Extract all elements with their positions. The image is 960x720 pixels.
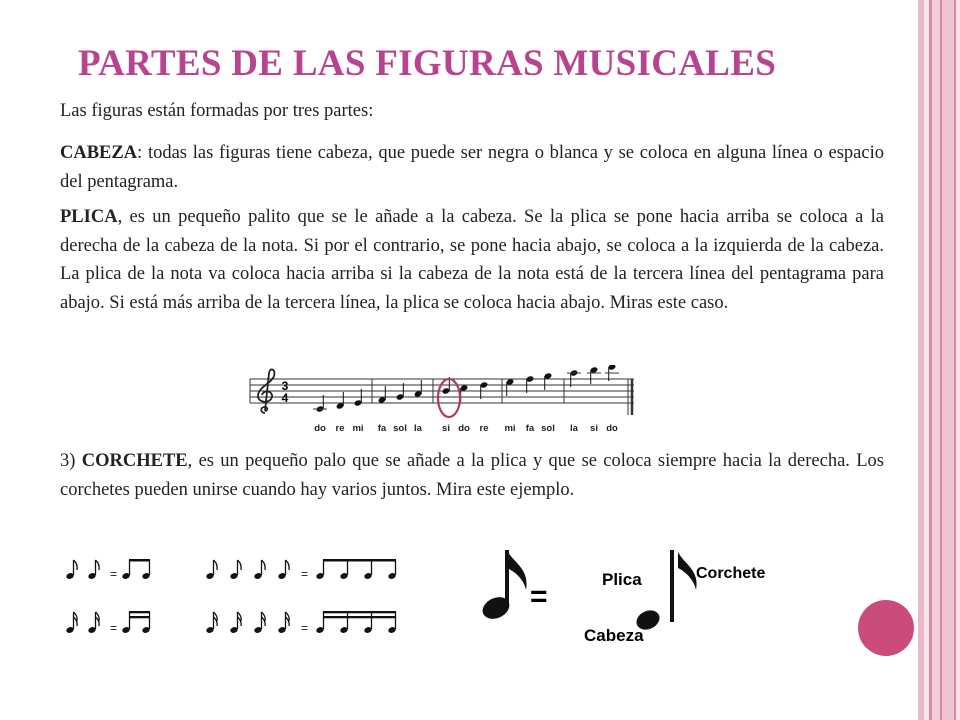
staff-note: [506, 378, 515, 396]
staff-note: [480, 381, 489, 399]
cabeza-label: Cabeza: [584, 626, 644, 645]
staff-note: [414, 380, 423, 398]
cabeza-text: : todas las figuras tiene cabeza, que puede ser negra o blanca y se coloca en alguna línea o espacio del pentagrama.: [60, 143, 884, 192]
staff-notes: [313, 365, 619, 413]
note-parts-diagram: [470, 540, 810, 655]
time-signature-bottom: 4: [281, 391, 289, 405]
staff-note: [354, 389, 363, 407]
corchete-text: , es un pequeño palo que se añade a la plica y que se coloca siempre hacia la derecha. Los corchetes pueden unirse cuando hay varios juntos. Mira este ejemplo.: [60, 451, 884, 500]
note-name-label: sol: [541, 423, 555, 434]
sixteenth-note-icon: [65, 612, 77, 634]
staff-note: [313, 395, 327, 413]
eighth-note-icon: [205, 560, 217, 580]
diagram-equals-sign: =: [530, 580, 548, 613]
corchete-paragraph: [60, 447, 884, 504]
plica-text: , es un pequeño palito que se le añade a la cabeza. Se la plica se pone hacia arriba se coloca a la derecha de la cabeza de la nota. Si por el contrario, se pone hacia abajo, se coloca a la izquierda de la cabeza. La plica de la nota va coloca hacia arriba si la cabeza de la nota está de la tercera línea del pentagrama para abajo. Si está más arriba de la tercera línea, la plica se coloca hacia abajo. Miras este caso.: [60, 207, 884, 313]
intro-text: Las figuras están formadas por tres partes:: [60, 101, 374, 121]
eighth-note-icon: [229, 560, 241, 580]
rhythm-examples: [58, 548, 418, 648]
plica-paragraph: [60, 203, 884, 317]
note-name-label: la: [414, 423, 422, 434]
double-beamed-sixteenths-icon: [121, 611, 150, 634]
note-name-label: mi: [352, 423, 364, 434]
equals-sign: =: [110, 567, 118, 581]
equals-sign: =: [301, 621, 309, 635]
cabeza-term: CABEZA: [60, 143, 138, 163]
note-name-label: la: [570, 423, 578, 434]
staff-note: [336, 392, 345, 410]
accent-dot: [858, 600, 914, 656]
decorative-stripe: [942, 0, 954, 720]
eighth-note-icon: [253, 560, 265, 580]
staff-note: [378, 386, 387, 404]
sixteenth-note-icon: [229, 612, 241, 634]
eighth-note-icon: [65, 560, 77, 580]
note-name-label: re: [335, 423, 345, 434]
beamed-eighths-icon: [121, 559, 150, 580]
note-name-label: do: [606, 423, 618, 434]
plica-label: Plica: [602, 570, 642, 589]
note-name-label: fa: [525, 423, 535, 434]
sixteenth-note-icon: [205, 612, 217, 634]
time-signature-top: 3: [281, 379, 289, 393]
corchete-term: CORCHETE: [81, 451, 188, 471]
staff-note: [396, 383, 405, 401]
decorative-stripe: [956, 0, 960, 720]
staff-note: [567, 369, 581, 387]
note-name-label: si: [442, 423, 450, 434]
staff-example: [248, 365, 644, 435]
corchete-label: Corchete: [696, 565, 766, 582]
sixteenth-note-icon: [277, 612, 289, 634]
equals-sign: =: [110, 621, 118, 635]
note-name-labels: [314, 423, 618, 434]
note-name-label: re: [479, 423, 489, 434]
staff-note: [544, 372, 553, 390]
double-beamed-sixteenths-icon: [315, 611, 396, 634]
eighth-note-icon: [87, 560, 99, 580]
plica-term: PLICA: [60, 207, 118, 227]
note-parts-graphic: [633, 550, 696, 633]
corchete-prefix: 3): [60, 451, 82, 471]
staff-note: [526, 375, 535, 393]
beamed-eighths-icon: [315, 559, 396, 580]
slide-title: PARTES DE LAS FIGURAS MUSICALES: [78, 43, 777, 84]
note-name-label: do: [314, 423, 326, 434]
sixteenth-note-icon: [253, 612, 265, 634]
equals-sign: =: [301, 567, 309, 581]
note-name-label: mi: [504, 423, 516, 434]
eighth-note-icon: [277, 560, 289, 580]
decorative-stripe: [932, 0, 940, 720]
note-name-label: do: [458, 423, 470, 434]
sixteenth-note-icon: [87, 612, 99, 634]
staff-note: [587, 366, 601, 384]
note-name-label: sol: [393, 423, 407, 434]
cabeza-paragraph: [60, 139, 884, 196]
note-name-label: fa: [377, 423, 387, 434]
note-name-label: si: [590, 423, 598, 434]
large-eighth-note-icon: [479, 550, 526, 623]
